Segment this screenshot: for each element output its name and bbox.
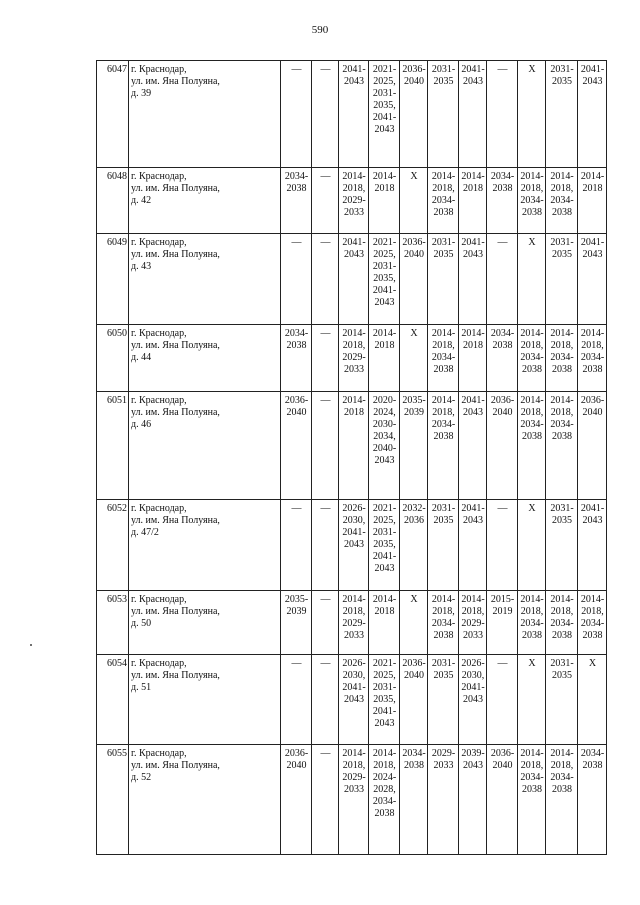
period-cell: — [312,500,339,591]
period-cell: 2026- 2030, 2041- 2043 [459,655,487,745]
address-cell: г. Краснодар, ул. им. Яна Полуяна, д. 42 [129,168,281,234]
period-cell: 2014- 2018, 2034- 2038 [518,168,546,234]
period-cell: 2014- 2018 [459,168,487,234]
period-cell: — [487,234,518,325]
period-cell: 2014- 2018, 2034- 2038 [546,168,578,234]
period-cell: 2014- 2018, 2024- 2028, 2034- 2038 [369,745,400,855]
table-row [97,392,607,500]
period-cell: 2031- 2035 [428,234,459,325]
period-cell: 2014- 2018, 2034- 2038 [578,325,607,392]
period-cell: 2021- 2025, 2031- 2035, 2041- 2043 [369,500,400,591]
period-cell: 2014- 2018, 2034- 2038 [428,591,459,655]
period-cell: — [312,234,339,325]
row-number-cell: 6055 [97,745,129,855]
period-cell: — [312,591,339,655]
period-cell: 2014- 2018, 2034- 2038 [518,745,546,855]
period-cell: 2041- 2043 [339,234,369,325]
period-cell: 2031- 2035 [428,61,459,168]
period-cell: 2026- 2030, 2041- 2043 [339,655,369,745]
period-cell: 2036- 2040 [487,745,518,855]
period-cell: 2014- 2018 [578,168,607,234]
period-cell: 2036- 2040 [487,392,518,500]
period-cell: — [312,61,339,168]
period-cell: — [281,655,312,745]
period-cell: 2035- 2039 [281,591,312,655]
row-number-cell: 6047 [97,61,129,168]
period-cell: 2014- 2018, 2034- 2038 [518,325,546,392]
period-cell: 2041- 2043 [459,500,487,591]
period-cell: 2036- 2040 [400,234,428,325]
period-cell: 2034- 2038 [400,745,428,855]
period-cell: 2014- 2018 [369,325,400,392]
table-row [97,500,607,591]
period-cell: 2014- 2018, 2034- 2038 [428,392,459,500]
period-cell: 2032- 2036 [400,500,428,591]
period-cell: 2014- 2018 [369,591,400,655]
table-row [97,655,607,745]
period-cell: 2036- 2040 [281,392,312,500]
period-cell: 2015- 2019 [487,591,518,655]
period-cell: 2036- 2040 [578,392,607,500]
period-cell: 2035- 2039 [400,392,428,500]
period-cell: X [518,500,546,591]
period-cell: — [312,745,339,855]
period-cell: X [518,655,546,745]
period-cell: 2021- 2025, 2031- 2035, 2041- 2043 [369,234,400,325]
period-cell: 2034- 2038 [487,168,518,234]
period-cell: X [400,168,428,234]
address-cell: г. Краснодар, ул. им. Яна Полуяна, д. 39 [129,61,281,168]
period-cell: X [518,61,546,168]
period-cell: X [400,325,428,392]
period-cell: 2031- 2035 [546,655,578,745]
period-cell: 2036- 2040 [400,61,428,168]
period-cell: 2014- 2018, 2034- 2038 [428,325,459,392]
table-row [97,591,607,655]
period-cell: — [487,61,518,168]
period-cell: 2041- 2043 [578,500,607,591]
period-cell: 2014- 2018, 2034- 2038 [546,745,578,855]
address-cell: г. Краснодар, ул. им. Яна Полуяна, д. 44 [129,325,281,392]
period-cell: 2031- 2035 [428,500,459,591]
table-row [97,168,607,234]
row-number-cell: 6050 [97,325,129,392]
period-cell: — [281,61,312,168]
period-cell: 2041- 2043 [459,392,487,500]
table-row [97,325,607,392]
period-cell: 2034- 2038 [281,168,312,234]
page-number: 590 [311,24,329,36]
period-cell: 2014- 2018, 2029- 2033 [339,325,369,392]
period-cell: 2014- 2018 [339,392,369,500]
period-cell: 2014- 2018, 2034- 2038 [546,591,578,655]
address-cell: г. Краснодар, ул. им. Яна Полуяна, д. 51 [129,655,281,745]
period-cell: X [578,655,607,745]
period-cell: 2014- 2018, 2029- 2033 [339,591,369,655]
address-cell: г. Краснодар, ул. им. Яна Полуяна, д. 52 [129,745,281,855]
period-cell: 2034- 2038 [578,745,607,855]
period-cell: — [312,392,339,500]
table-row [97,745,607,855]
address-cell: г. Краснодар, ул. им. Яна Полуяна, д. 47/2 [129,500,281,591]
table-row [97,234,607,325]
period-cell: 2021- 2025, 2031- 2035, 2041- 2043 [369,61,400,168]
address-cell: г. Краснодар, ул. им. Яна Полуяна, д. 50 [129,591,281,655]
period-cell: 2014- 2018, 2029- 2033 [459,591,487,655]
address-cell: г. Краснодар, ул. им. Яна Полуяна, д. 46 [129,392,281,500]
period-cell: — [281,234,312,325]
period-cell: 2014- 2018 [459,325,487,392]
stray-dot [30,644,32,646]
period-cell: — [487,500,518,591]
period-cell: 2014- 2018, 2034- 2038 [428,168,459,234]
period-cell: 2014- 2018, 2034- 2038 [518,591,546,655]
period-cell: 2041- 2043 [578,61,607,168]
period-cell: 2041- 2043 [459,234,487,325]
period-cell: 2014- 2018, 2029- 2033 [339,745,369,855]
period-cell: X [518,234,546,325]
period-cell: 2034- 2038 [281,325,312,392]
row-number-cell: 6048 [97,168,129,234]
period-cell: 2014- 2018, 2034- 2038 [546,325,578,392]
period-cell: 2026- 2030, 2041- 2043 [339,500,369,591]
period-cell: 2036- 2040 [400,655,428,745]
row-number-cell: 6052 [97,500,129,591]
period-cell: — [487,655,518,745]
period-cell: — [281,500,312,591]
period-cell: 2020- 2024, 2030- 2034, 2040- 2043 [369,392,400,500]
period-cell: 2029- 2033 [428,745,459,855]
period-cell: 2034- 2038 [487,325,518,392]
period-cell: — [312,655,339,745]
period-cell: 2039- 2043 [459,745,487,855]
row-number-cell: 6049 [97,234,129,325]
period-cell: 2014- 2018, 2029- 2033 [339,168,369,234]
table-body [97,61,607,855]
period-cell: 2041- 2043 [459,61,487,168]
housing-repair-schedule-table [96,60,607,855]
period-cell: — [312,168,339,234]
period-cell: 2036- 2040 [281,745,312,855]
period-cell: X [400,591,428,655]
period-cell: 2021- 2025, 2031- 2035, 2041- 2043 [369,655,400,745]
period-cell: 2031- 2035 [428,655,459,745]
period-cell: — [312,325,339,392]
period-cell: 2041- 2043 [339,61,369,168]
period-cell: 2031- 2035 [546,500,578,591]
period-cell: 2014- 2018, 2034- 2038 [518,392,546,500]
row-number-cell: 6053 [97,591,129,655]
row-number-cell: 6051 [97,392,129,500]
period-cell: 2041- 2043 [578,234,607,325]
period-cell: 2031- 2035 [546,234,578,325]
address-cell: г. Краснодар, ул. им. Яна Полуяна, д. 43 [129,234,281,325]
period-cell: 2031- 2035 [546,61,578,168]
period-cell: 2014- 2018, 2034- 2038 [546,392,578,500]
row-number-cell: 6054 [97,655,129,745]
table-row [97,61,607,168]
period-cell: 2014- 2018, 2034- 2038 [578,591,607,655]
period-cell: 2014- 2018 [369,168,400,234]
